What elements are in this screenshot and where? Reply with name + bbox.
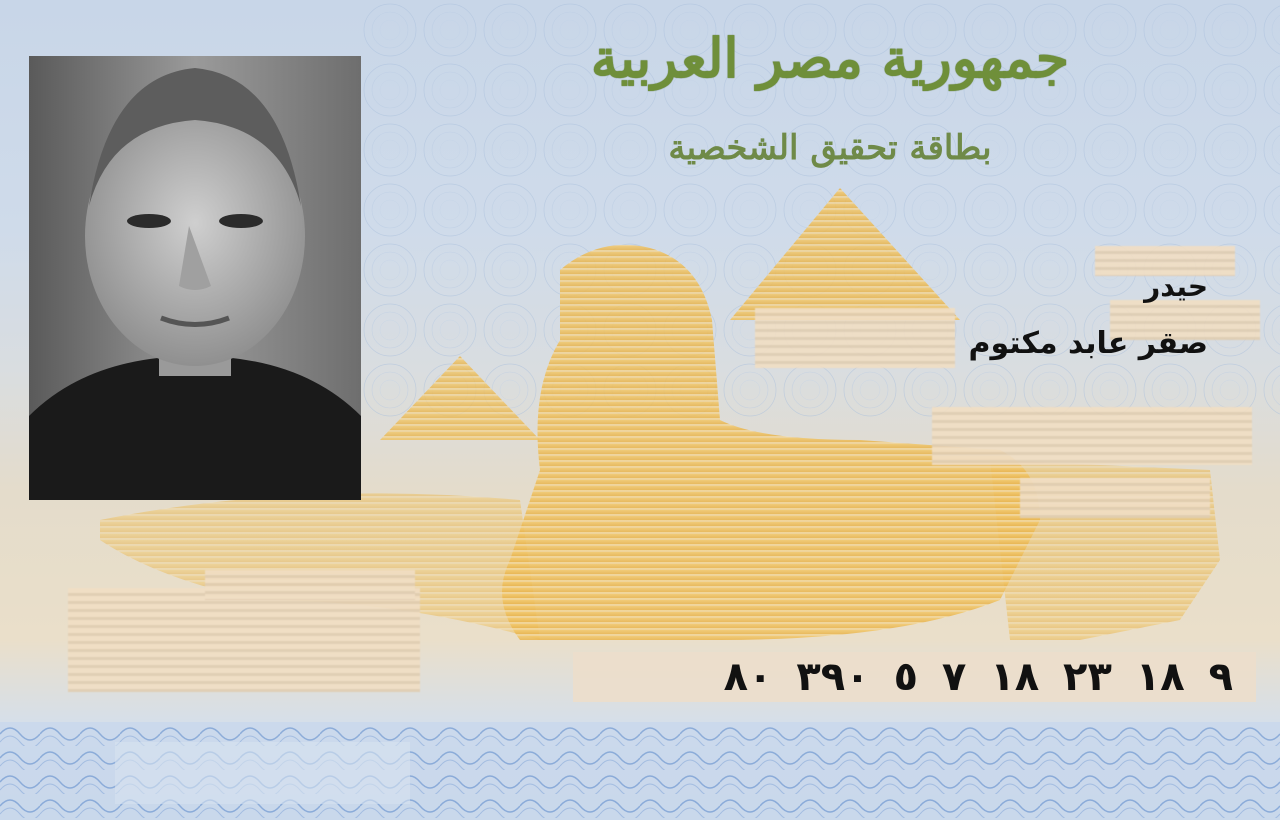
redacted-field (205, 570, 415, 600)
small-pyramid (380, 356, 540, 440)
redacted-field (755, 308, 955, 368)
portrait-photo (29, 56, 361, 500)
redacted-address (932, 407, 1252, 465)
large-pyramid (730, 188, 960, 320)
first-name: حيدر (1144, 270, 1208, 303)
family-name: صقر عابد مكتوم (968, 326, 1208, 361)
card-title: جمهورية مصر العربية (590, 26, 1070, 90)
redacted-date (68, 588, 420, 692)
redacted-field (1020, 478, 1210, 518)
national-id-number: ٩ ١٨ ٢٣ ١٨ ٧ ٥ ٣٩٠ ٨٠ (723, 654, 1233, 700)
security-pattern-band (0, 722, 1280, 820)
card-subtitle: بطاقة تحقيق الشخصية (668, 128, 992, 168)
